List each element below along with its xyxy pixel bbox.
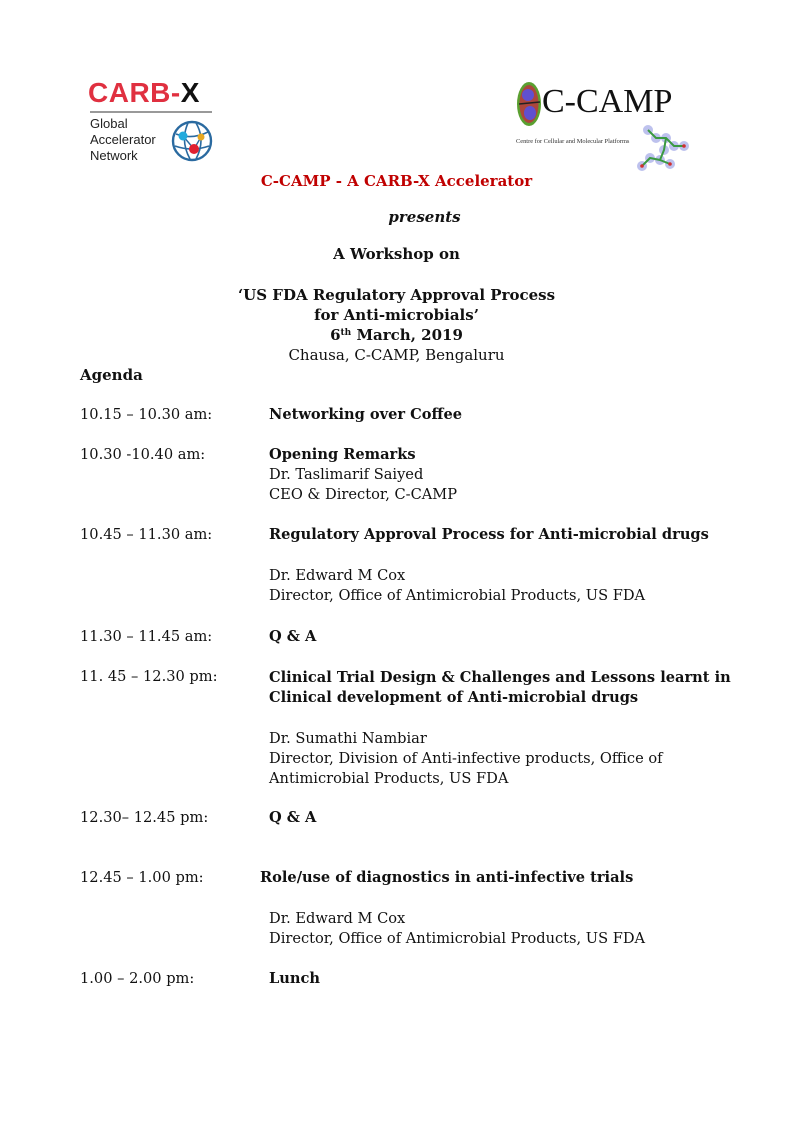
agenda-speaker-role-line1: Director, Division of Anti-infective products, Office of [269,750,663,767]
workshop-title-line2: for Anti-microbials’ [314,306,479,324]
agenda-speaker-role: Director, Office of Antimicrobial Products, US FDA [269,587,646,604]
carbx-title-main: CARB- [88,77,181,108]
presents-text: presents [388,208,461,226]
carbx-logo-title [88,78,200,108]
agenda-title: Q & A [269,809,317,826]
organizer-heading: C-CAMP - A CARB-X Accelerator [260,172,533,190]
agenda-speaker: Dr. Taslimarif Saiyed [269,466,424,483]
agenda-time: 10.45 – 11.30 am: [80,526,213,543]
workshop-title-line1: ‘US FDA Regulatory Approval Process [237,286,556,304]
carbx-subtitle-line: Accelerator [90,132,156,147]
agenda-speaker: Dr. Edward M Cox [269,567,406,584]
ccamp-logo [514,78,694,176]
agenda-time: 10.30 -10.40 am: [80,446,206,463]
ccamp-logo-subtitle: Centre for Cellular and Molecular Platforms [516,138,630,145]
agenda-speaker: Dr. Sumathi Nambiar [269,730,427,747]
agenda-heading: Agenda [80,366,143,384]
date-rest: March, 2019 [351,326,463,344]
agenda-speaker: Dr. Edward M Cox [269,910,406,927]
carbx-logo-divider [90,111,212,113]
carbx-subtitle-line: Network [90,148,138,163]
agenda-speaker-role: Director, Office of Antimicrobial Products, US FDA [269,930,646,947]
agenda-title-line1: Clinical Trial Design & Challenges and Lessons learnt in [269,669,731,686]
carbx-logo-subtitle [90,116,156,164]
workshop-date [0,326,793,344]
workshop-venue: Chausa, C-CAMP, Bengaluru [288,346,505,364]
agenda-time: 11.30 – 11.45 am: [80,628,213,645]
agenda-title: Regulatory Approval Process for Anti-microbial drugs [269,526,709,543]
agenda-title-line2: Clinical development of Anti-microbial drugs [269,689,639,706]
agenda-time: 12.30– 12.45 pm: [80,809,209,826]
molecule-icon [626,124,690,172]
globe-network-icon [170,118,214,164]
agenda-time: 11. 45 – 12.30 pm: [80,668,218,685]
agenda-speaker-role-line2: Antimicrobial Products, US FDA [269,770,509,787]
cell-image-icon [516,80,542,128]
carbx-subtitle-line: Global [90,116,128,131]
agenda-time: 1.00 – 2.00 pm: [80,970,195,987]
date-day: 6 [330,326,341,344]
carbx-logo [88,78,218,168]
agenda-title: Q & A [269,628,317,645]
agenda-time: 12.45 – 1.00 pm: [80,869,204,886]
agenda-title: Role/use of diagnostics in anti-infective trials [260,869,634,886]
agenda-speaker-role: CEO & Director, C-CAMP [269,486,458,503]
ccamp-logo-title: C-CAMP [542,83,673,120]
date-suffix: th [340,328,352,338]
agenda-time: 10.15 – 10.30 am: [80,406,213,423]
agenda-title: Networking over Coffee [269,406,463,423]
agenda-title: Opening Remarks [269,446,416,463]
workshop-heading: A Workshop on [333,245,460,263]
carbx-title-x: X [180,77,200,108]
agenda-title: Lunch [269,970,320,987]
